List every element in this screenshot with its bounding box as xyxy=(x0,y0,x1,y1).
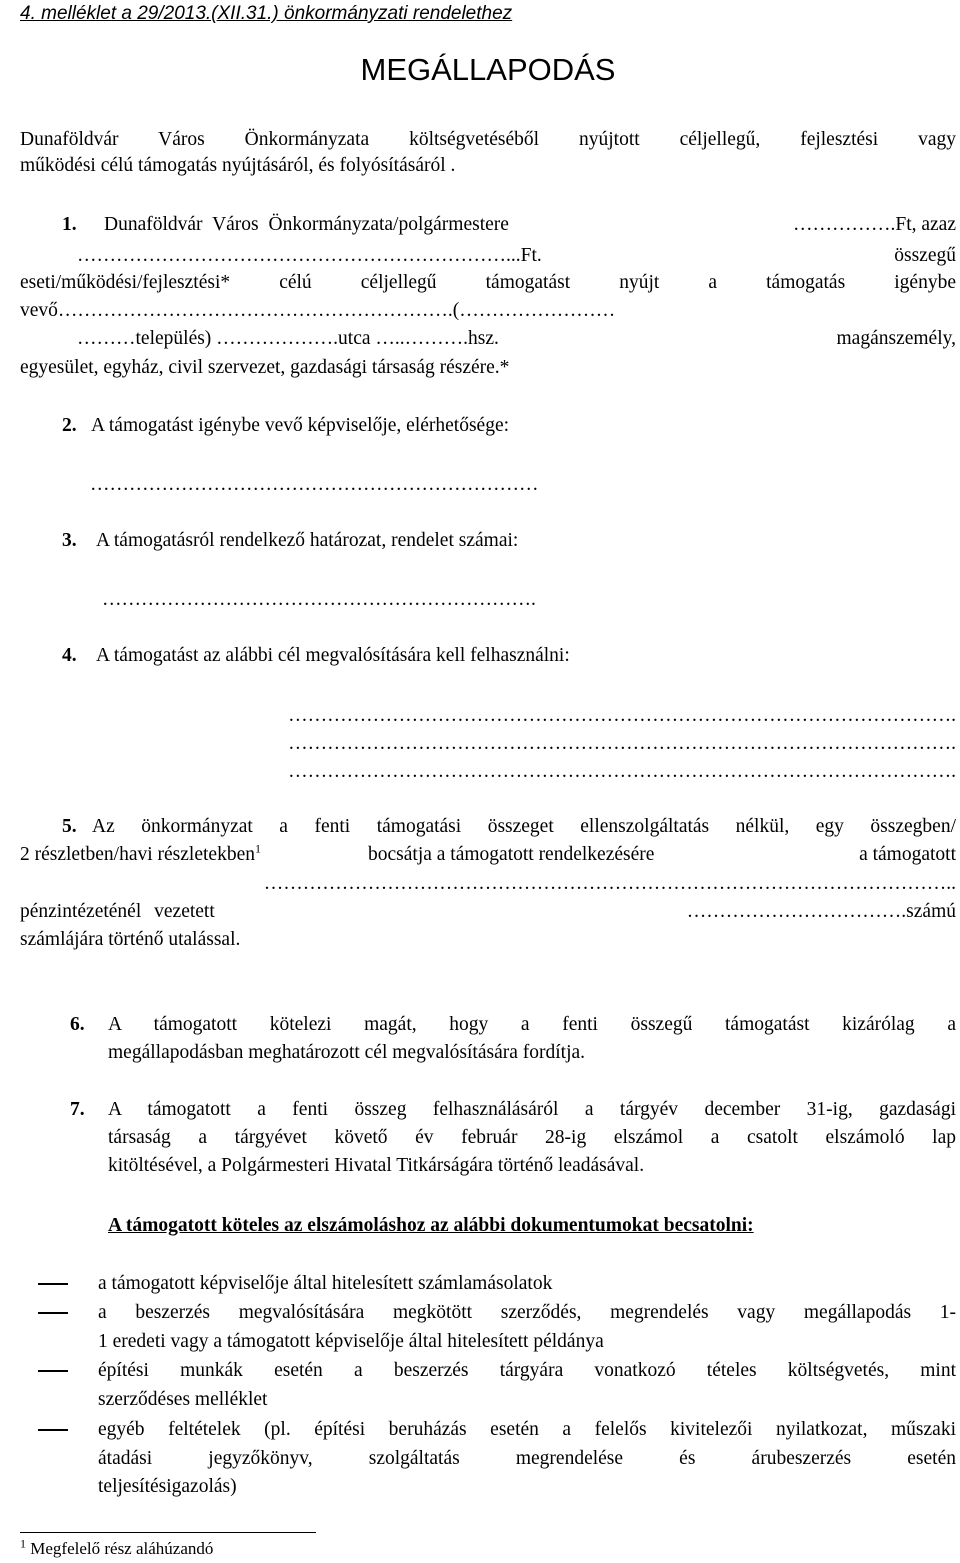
document-item-4-line-2: átadási jegyzőkönyv, szolgáltatás megrendelése és árubeszerzés esetén xyxy=(98,1448,956,1469)
section-7-line-3: kitöltésével, a Polgármesteri Hivatal Titkárságára történő leadásával. xyxy=(108,1155,645,1176)
footnote-mark: 1 xyxy=(20,1536,26,1551)
dash-bullet-icon xyxy=(38,1429,68,1431)
document-item-2-line-1: a beszerzés megvalósítására megkötött szerződés, megrendelés vagy megállapodás 1- xyxy=(98,1302,956,1323)
section-4-text: A támogatást az alábbi cél megvalósítására kell felhasználni: xyxy=(96,645,570,666)
section-5-line-2c: a támogatott xyxy=(859,844,956,865)
section-1-line-1a: Dunaföldvár Város Önkormányzata/polgármestere xyxy=(104,214,509,235)
section-1-line-1b: …………….Ft, azaz xyxy=(792,214,956,235)
section-1-line-5a: ………település) ……………….utca …..……….hsz. xyxy=(77,328,499,349)
section-7-line-1: A támogatott a fenti összeg felhasználásáról a tárgyév december 31-ig, gazdasági xyxy=(108,1099,956,1120)
dash-bullet-icon xyxy=(38,1370,68,1372)
section-1-number: 1. xyxy=(62,214,77,235)
section-2-dots: …………………………………………………………… xyxy=(90,474,539,495)
document-item-3-line-1: építési munkák esetén a beszerzés tárgyára vonatkozó tételes költségvetés, mint xyxy=(98,1360,956,1381)
dash-bullet-icon xyxy=(38,1312,68,1314)
section-3-text: A támogatásról rendelkező határozat, rendelet számai: xyxy=(96,530,519,551)
document-item-4-line-1: egyéb feltételek (pl. építési beruházás esetén a felelős kivitelezői nyilatkozat, műszaki xyxy=(98,1419,956,1440)
annex-reference: 4. melléklet a 29/2013.(XII.31.) önkormányzati rendelethez xyxy=(20,3,513,24)
footnote-ref: 1 xyxy=(254,841,261,856)
section-5-line-2b: bocsátja a támogatott rendelkezésére xyxy=(368,844,655,865)
documents-heading: A támogatott köteles az elszámoláshoz az alábbi dokumentumokat becsatolni: xyxy=(108,1215,754,1236)
footnote-text: Megfelelő rész aláhúzandó xyxy=(30,1539,214,1558)
document-item-3-line-2: szerződéses melléklet xyxy=(98,1389,268,1410)
section-5-line-5: számlájára történő utalással. xyxy=(20,929,241,950)
section-4-dots-3: …………………………………………………………………………………………. xyxy=(288,761,956,782)
footnote-rule xyxy=(20,1532,316,1533)
section-5-line-2a-wrap xyxy=(20,843,261,868)
section-1-line-5b: magánszemély, xyxy=(836,328,956,349)
section-4-number: 4. xyxy=(62,645,77,666)
section-4-dots-1: …………………………………………………………………………………………. xyxy=(288,705,956,726)
document-page xyxy=(20,0,956,1563)
section-4-dots-2: …………………………………………………………………………………………. xyxy=(288,733,956,754)
document-item-2-line-2: 1 eredeti vagy a támogatott képviselője által hitelesített példánya xyxy=(98,1331,604,1352)
footnote xyxy=(20,1536,214,1559)
section-3-number: 3. xyxy=(62,530,77,551)
section-6-number: 6. xyxy=(70,1014,85,1035)
section-6-line-1: A támogatott kötelezi magát, hogy a fenti összegű támogatást kizárólag a xyxy=(108,1014,956,1035)
section-6-line-2: megállapodásban meghatározott cél megvalósítására fordítja. xyxy=(108,1042,586,1063)
section-1-line-2b: összegű xyxy=(894,245,956,266)
section-5-line-2a: 2 részletben/havi részletekben xyxy=(20,844,255,865)
section-5-line-1: Az önkormányzat a fenti támogatási összeget ellenszolgáltatás nélkül, egy összegben/ xyxy=(92,816,956,837)
document-item-1-line-1: a támogatott képviselője által hitelesített számlamásolatok xyxy=(98,1273,553,1294)
section-2-text: A támogatást igénybe vevő képviselője, elérhetősége: xyxy=(91,415,510,436)
section-5-number: 5. xyxy=(62,816,77,837)
section-5-line-4a: pénzintézeténél vezetett xyxy=(20,901,215,922)
document-item-4-line-3: teljesítésigazolás) xyxy=(98,1476,237,1497)
dash-bullet-icon xyxy=(38,1283,68,1285)
section-1-line-6: egyesület, egyház, civil szervezet, gazdasági társaság részére.* xyxy=(20,357,510,378)
section-3-dots: …………………………………………………………. xyxy=(102,589,536,610)
intro-line-1: Dunaföldvár Város Önkormányzata költségvetéséből nyújtott céljellegű, fejlesztési vagy xyxy=(20,129,956,150)
section-1-line-3: eseti/működési/fejlesztési* célú céljellegű támogatást nyújt a támogatás igénybe xyxy=(20,272,956,293)
section-5-line-4b: …………………………….számú xyxy=(686,901,956,922)
intro-line-2: működési célú támogatás nyújtásáról, és folyósításáról . xyxy=(20,155,456,176)
section-2-number: 2. xyxy=(62,415,77,436)
section-7-line-2: társaság a tárgyévet követő év február 28-ig elszámol a csatolt elszámoló lap xyxy=(108,1127,956,1148)
section-1-line-4: vevő…………………………………………………….(…………………… xyxy=(20,300,616,321)
section-7-number: 7. xyxy=(70,1099,85,1120)
section-5-line-3: …………………………………………………………………………………………….. xyxy=(263,873,956,894)
document-title: MEGÁLLAPODÁS xyxy=(360,52,616,87)
section-1-line-2a: …………………………………………………………...Ft. xyxy=(77,245,542,266)
